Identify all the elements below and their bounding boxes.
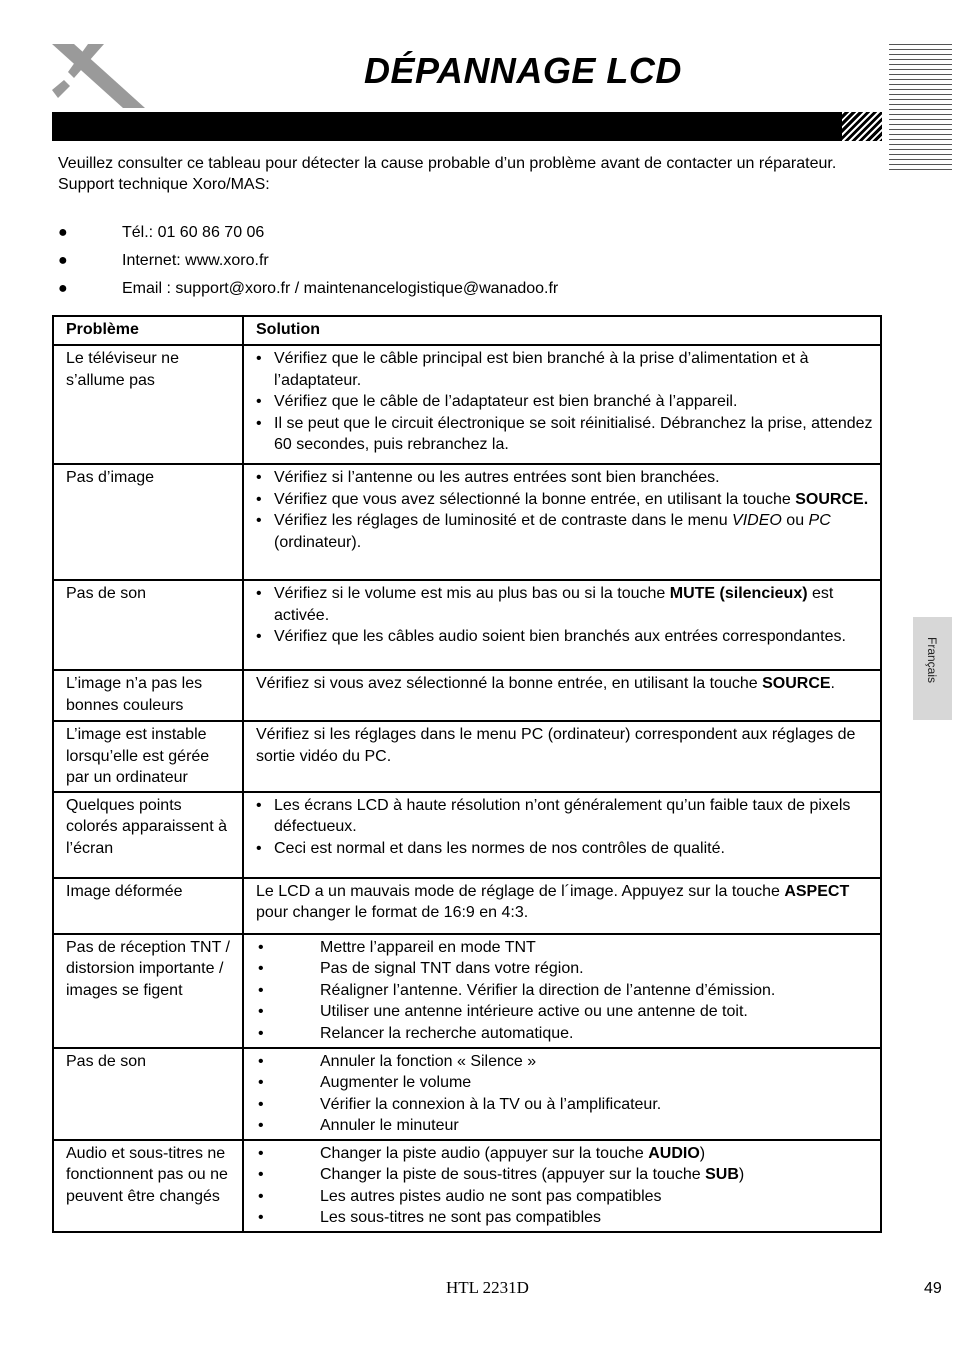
page-title: DÉPANNAGE LCD [364,50,682,91]
solution-item: • Relancer la recherche automatique. [256,1023,874,1045]
solution-item: • Il se peut que le circuit électronique se soit réinitialisé. Débranchez la prise, attendez 60 secondes, puis rebranchez la. [256,413,874,456]
problem-cell: Image déformée [53,878,243,934]
intro-section [58,153,874,195]
table-header-row [53,316,881,345]
support-label: Support technique Xoro/MAS: [58,176,270,193]
solution-item: • Augmenter le volume [256,1072,874,1094]
solution-item: • Utiliser une antenne intérieure active ou une antenne de toit. [256,1001,874,1023]
solution-item: • Vérifiez les réglages de luminosité et de contraste dans le menu VIDEO ou PC (ordinateur). [256,510,874,553]
solution-item: • Vérifiez que le câble de l’adaptateur est bien branché à l’appareil. [256,391,874,413]
table-row [53,1140,881,1232]
solution-item: • Vérifiez que vous avez sélectionné la bonne entrée, en utilisant la touche SOURCE. [256,489,874,511]
solution-item: • Annuler le minuteur [256,1115,874,1137]
header-bar [52,112,882,141]
solution-item: • Annuler la fonction « Silence » [256,1051,874,1073]
header-problem: Problème [53,316,243,345]
table-row [53,1048,881,1140]
table-row [53,934,881,1048]
table-row [53,345,881,464]
problem-cell: Pas de réception TNT / distorsion importante / images se figent [53,934,243,1048]
table-row [53,464,881,580]
solution-item: • Vérifiez si l’antenne ou les autres entrées sont bien branchées. [256,467,874,489]
problem-cell: Audio et sous-titres ne fonctionnent pas ou ne peuvent être changés [53,1140,243,1232]
language-tab-label: Français [925,637,939,684]
solution-item: • Changer la piste audio (appuyer sur la touche AUDIO) [256,1143,874,1165]
header-solution: Solution [243,316,881,345]
problem-cell: Pas de son [53,1048,243,1140]
solution-item: • Vérifier la connexion à la TV ou à l’amplificateur. [256,1094,874,1116]
solution-cell [243,464,881,580]
solution-cell [243,792,881,878]
intro-paragraph: Veuillez consulter ce tableau pour détecter la cause probable d’un problème avant de contacter un réparateur. [58,155,837,172]
solution-cell [243,580,881,670]
solution-item: • Les écrans LCD à haute résolution n’ont généralement qu’un faible taux de pixels défectueux. [256,795,874,838]
problem-cell: Pas d’image [53,464,243,580]
bullet-icon: ● [58,252,68,269]
footer-model: HTL 2231D [446,1278,529,1297]
solution-cell [243,1140,881,1232]
solution-item: • Réaligner l’antenne. Vérifier la direction de l’antenne d’émission. [256,980,874,1002]
solution-item: • Vérifiez que les câbles audio soient bien branchés aux entrées correspondantes. [256,626,874,648]
corner-stripes-decoration [889,44,952,172]
troubleshooting-table [52,315,882,1233]
solution-item: • Les autres pistes audio ne sont pas compatibles [256,1186,874,1208]
language-tab [913,617,952,720]
solution-item: • Ceci est normal et dans les normes de nos contrôles de qualité. [256,838,874,860]
problem-cell: L’image n’a pas les bonnes couleurs [53,670,243,721]
table-row [53,580,881,670]
bullet-icon: ● [58,224,68,241]
table-row [53,792,881,878]
solution-cell: Le LCD a un mauvais mode de réglage de l´image. Appuyez sur la touche ASPECT pour changer le format de 16:9 en 4:3. [243,878,881,934]
solution-cell: Vérifiez si les réglages dans le menu PC (ordinateur) correspondent aux réglages de sortie vidéo du PC. [243,721,881,792]
solution-cell: Vérifiez si vous avez sélectionné la bonne entrée, en utilisant la touche SOURCE. [243,670,881,721]
table-row [53,878,881,934]
page-number: 49 [924,1280,942,1297]
problem-cell: Le téléviseur ne s’allume pas [53,345,243,464]
xoro-x-logo-icon [50,42,150,112]
table-row [53,670,881,721]
solution-cell [243,934,881,1048]
problem-cell: Pas de son [53,580,243,670]
problem-cell: Quelques points colorés apparaissent à l’écran [53,792,243,878]
solution-cell [243,1048,881,1140]
solution-item: • Les sous-titres ne sont pas compatibles [256,1207,874,1229]
bullet-icon: ● [58,280,68,297]
problem-cell: L’image est instable lorsqu’elle est gérée par un ordinateur [53,721,243,792]
solution-item: • Changer la piste de sous-titres (appuyer sur la touche SUB) [256,1164,874,1186]
solution-item: • Vérifiez si le volume est mis au plus bas ou si la touche MUTE (silencieux) est activée. [256,583,874,626]
table-row [53,721,881,792]
solution-item: • Mettre l’appareil en mode TNT [256,937,874,959]
solution-item: • Pas de signal TNT dans votre région. [256,958,874,980]
solution-item: • Vérifiez que le câble principal est bien branché à la prise d’alimentation et à l’adaptateur. [256,348,874,391]
solution-cell [243,345,881,464]
